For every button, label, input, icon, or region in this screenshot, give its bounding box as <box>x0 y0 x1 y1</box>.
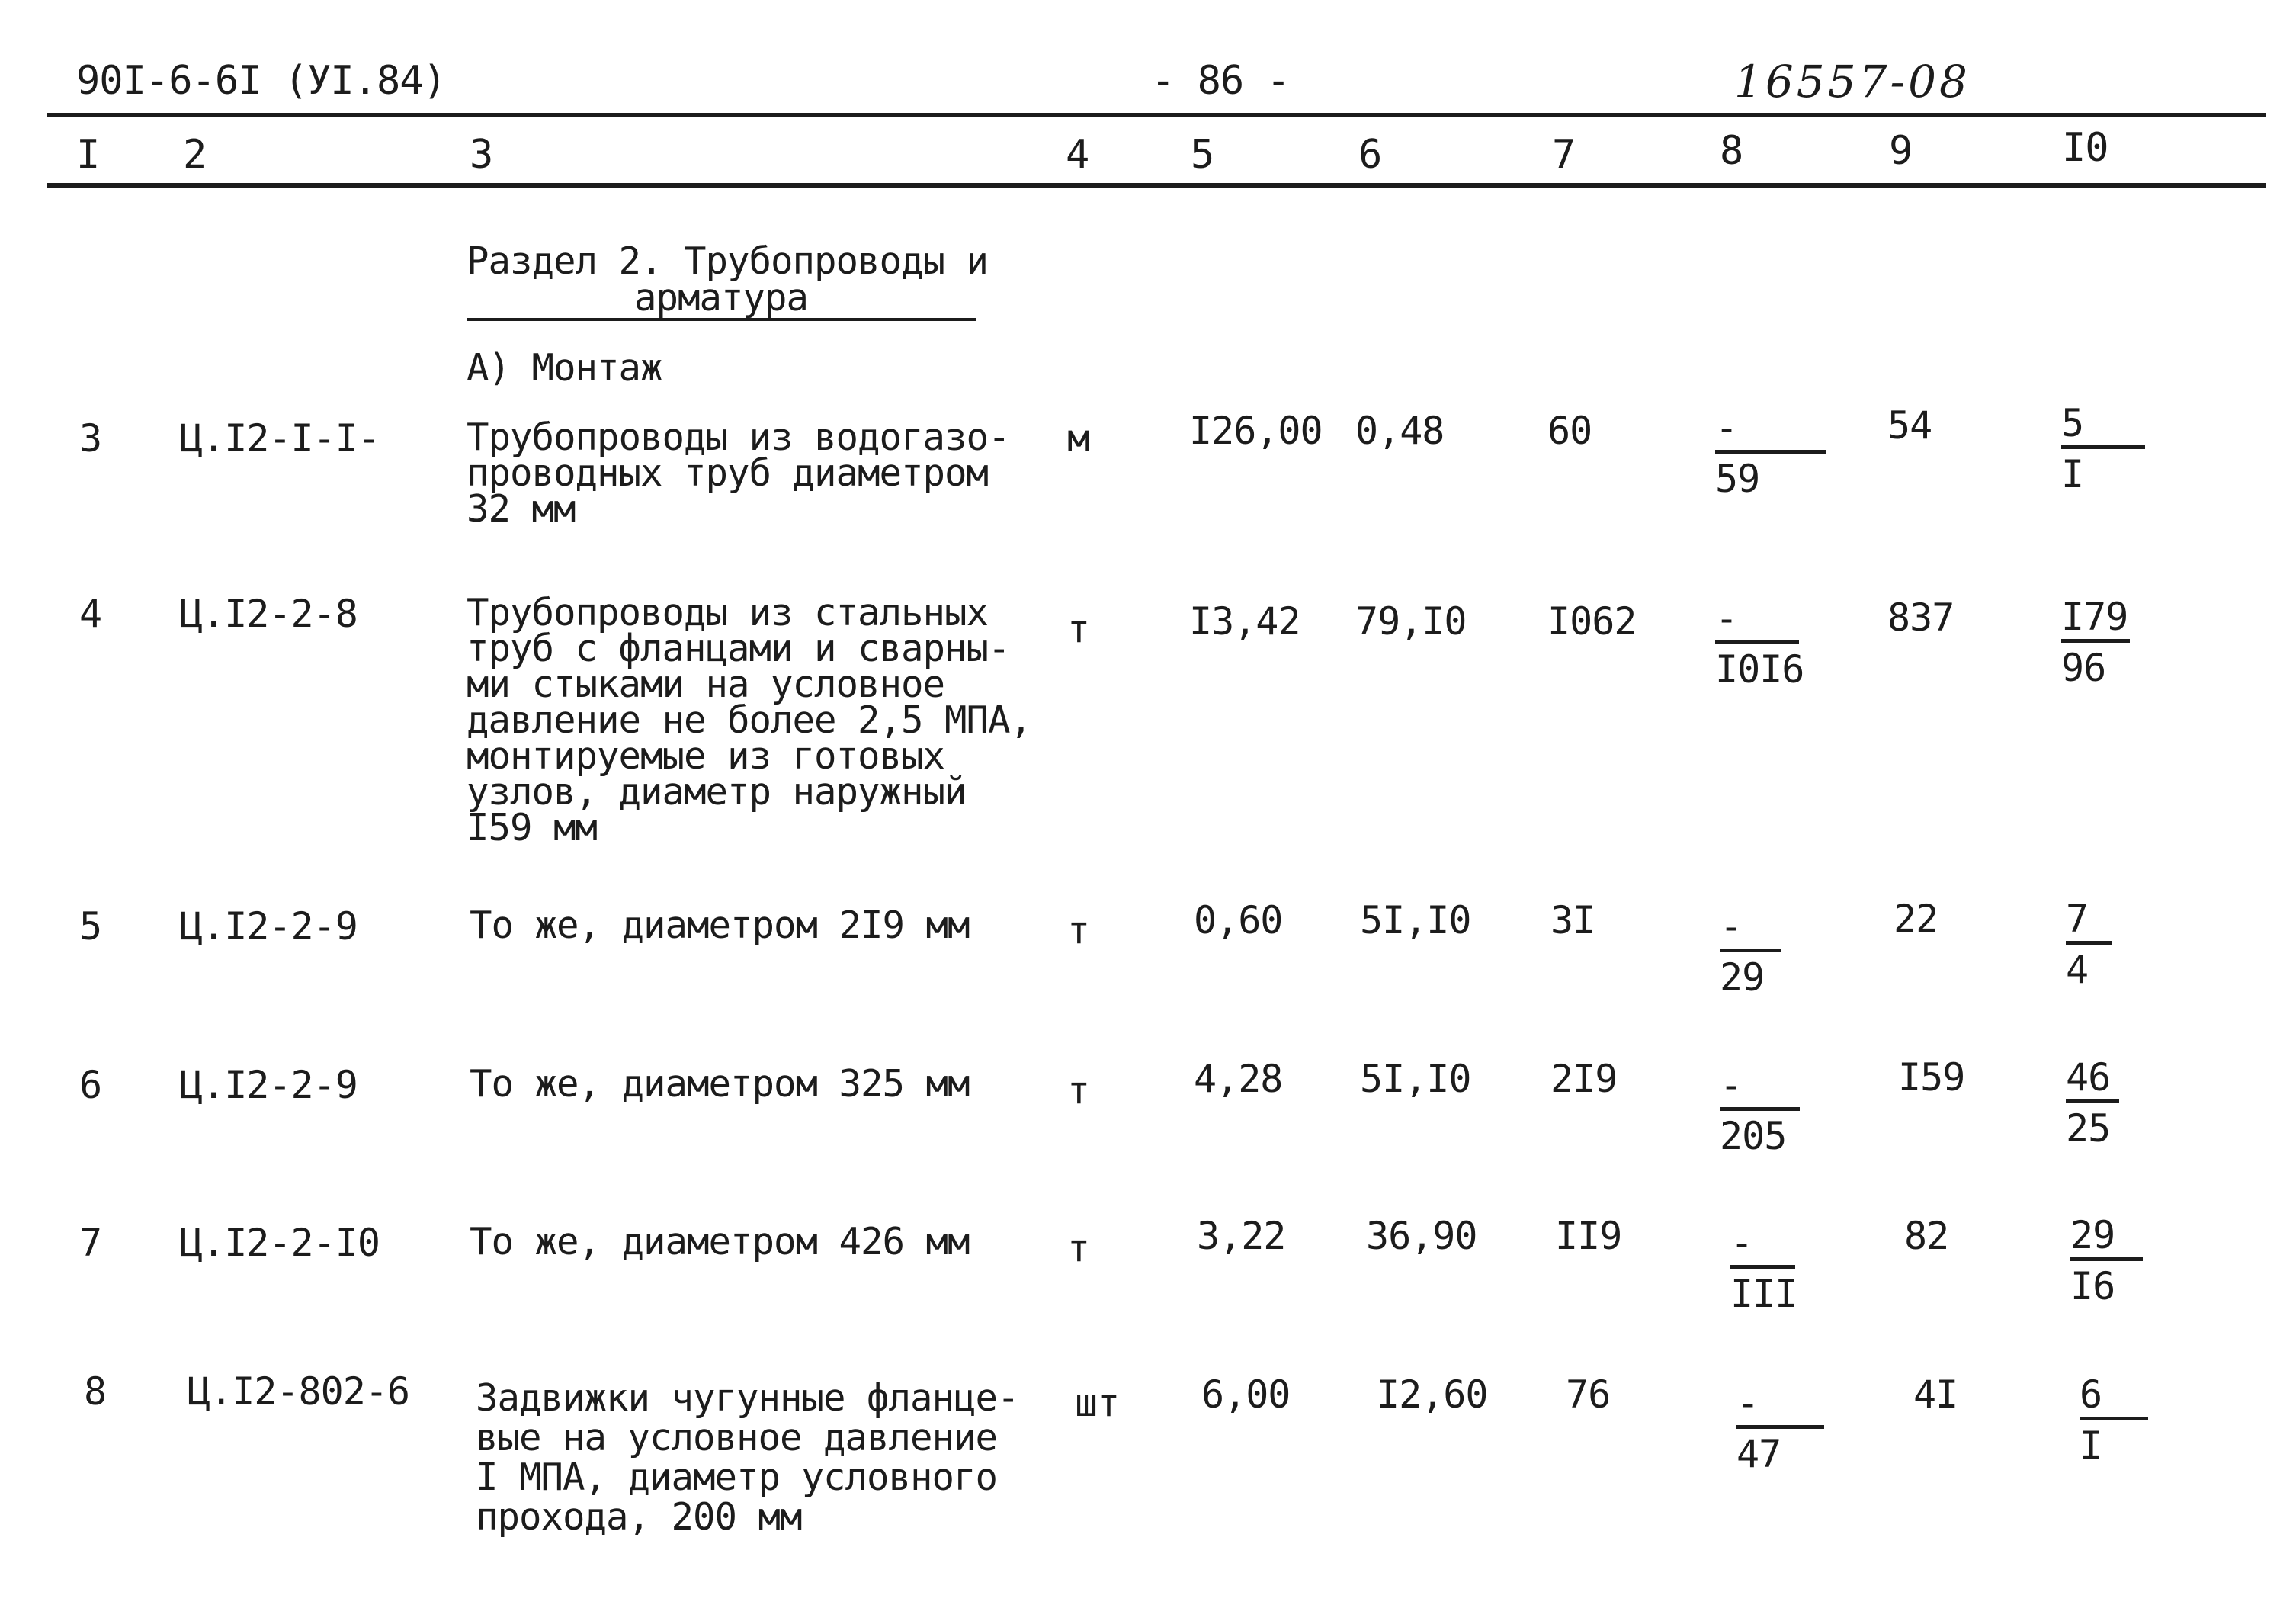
fraction-numerator: - <box>1720 907 1781 952</box>
row-column-7: I062 <box>1547 599 1637 644</box>
fraction-numerator: - <box>1720 1066 1800 1111</box>
fraction-numerator: 5 <box>2061 404 2145 449</box>
fraction-denominator: 59 <box>1715 457 1760 501</box>
column-header-1: I <box>76 132 100 178</box>
row-column-9: 54 <box>1887 403 1932 448</box>
fraction-denominator: III <box>1730 1272 1797 1316</box>
row-column-7: II9 <box>1555 1214 1622 1258</box>
fraction-denominator: 29 <box>1720 955 1765 1000</box>
column-header-rule <box>47 183 2266 188</box>
column-header-5: 5 <box>1191 132 1214 178</box>
row-column-7: 3I <box>1550 898 1595 942</box>
row-number: 8 <box>84 1369 107 1414</box>
row-code: Ц.I2-2-9 <box>180 1063 358 1107</box>
row-column-10-fraction <box>2080 1372 2148 1468</box>
column-header-3: 3 <box>470 132 493 178</box>
row-unit: шт <box>1075 1381 1120 1425</box>
column-header-6: 6 <box>1358 132 1382 178</box>
row-column-6: I2,60 <box>1377 1372 1488 1417</box>
fraction-denominator: I0I6 <box>1715 647 1804 692</box>
row-column-8-fraction <box>1720 904 1781 1000</box>
row-column-9: 837 <box>1887 595 1954 640</box>
fraction-denominator: I6 <box>2070 1264 2115 1308</box>
row-number: 5 <box>79 904 102 949</box>
row-quantity: 0,60 <box>1194 898 1283 942</box>
row-column-6: 79,I0 <box>1355 599 1467 644</box>
fraction-numerator: I79 <box>2061 598 2130 643</box>
fraction-numerator: - <box>1730 1224 1795 1269</box>
row-number: 4 <box>79 592 102 636</box>
column-header-2: 2 <box>183 132 207 178</box>
row-column-6: 0,48 <box>1355 409 1445 453</box>
section-subtitle: А) Монтаж <box>467 346 662 390</box>
row-column-7: 60 <box>1547 409 1592 453</box>
column-header-8: 8 <box>1720 128 1743 174</box>
fraction-numerator: 29 <box>2070 1216 2143 1261</box>
row-unit: т <box>1067 607 1090 651</box>
handwritten-sheet-code: 16557-08 <box>1734 56 1971 108</box>
column-header-9: 9 <box>1889 128 1913 174</box>
fraction-denominator: 25 <box>2066 1106 2111 1151</box>
fraction-numerator: 46 <box>2066 1058 2119 1103</box>
row-quantity: 3,22 <box>1197 1214 1286 1258</box>
fraction-denominator: 96 <box>2061 646 2106 690</box>
row-column-8-fraction <box>1736 1381 1824 1476</box>
row-column-6: 5I,I0 <box>1360 898 1471 942</box>
row-code: Ц.I2-2-I0 <box>180 1221 380 1265</box>
page-number: - 86 - <box>1151 58 1290 104</box>
row-code: Ц.I2-2-9 <box>180 904 358 949</box>
row-code: Ц.I2-802-6 <box>188 1369 410 1414</box>
row-unit: т <box>1067 908 1090 952</box>
row-description: То же, диаметром 2I9 мм <box>470 904 970 947</box>
row-unit: м <box>1067 416 1090 461</box>
row-column-9: 22 <box>1894 897 1938 941</box>
row-unit: т <box>1067 1226 1090 1270</box>
row-quantity: I3,42 <box>1189 599 1300 644</box>
section-title: Раздел 2. Трубопроводы и <box>467 239 989 283</box>
fraction-numerator: - <box>1715 599 1799 644</box>
row-column-6: 36,90 <box>1366 1214 1477 1258</box>
row-quantity: I26,00 <box>1189 409 1323 453</box>
row-number: 6 <box>79 1063 102 1107</box>
fraction-numerator: - <box>1736 1384 1824 1429</box>
row-description: То же, диаметром 426 мм <box>470 1220 970 1263</box>
row-column-10-fraction <box>2070 1213 2143 1308</box>
section-title-underlined: арматура <box>467 279 976 321</box>
row-column-8-fraction <box>1715 406 1826 501</box>
fraction-denominator: 205 <box>1720 1114 1787 1158</box>
column-header-4: 4 <box>1066 132 1089 178</box>
row-column-6: 5I,I0 <box>1360 1057 1471 1101</box>
section-title-line2 <box>467 276 976 321</box>
row-quantity: 4,28 <box>1194 1057 1283 1101</box>
row-column-10-fraction <box>2061 401 2145 496</box>
row-code: Ц.I2-I-I- <box>180 416 380 461</box>
fraction-numerator: 7 <box>2066 900 2112 945</box>
fraction-denominator: 47 <box>1736 1432 1781 1476</box>
fraction-denominator: I <box>2080 1424 2102 1468</box>
header-top-rule <box>47 113 2266 117</box>
row-unit: т <box>1067 1068 1090 1112</box>
row-description: Задвижки чугунные фланце- вые на условное давление I МПА, диаметр условного прохода, 200 мм <box>476 1376 1019 1539</box>
row-column-10-fraction <box>2066 1055 2119 1151</box>
row-column-7: 76 <box>1566 1372 1611 1417</box>
document-code: 90I-6-6I (УI.84) <box>76 58 446 104</box>
row-description: Трубопроводы из водогазо- проводных труб диаметром 32 мм <box>467 416 1010 531</box>
row-column-8-fraction <box>1730 1221 1797 1316</box>
column-header-7: 7 <box>1552 132 1576 178</box>
row-code: Ц.I2-2-8 <box>180 592 358 636</box>
row-number: 3 <box>79 416 102 461</box>
row-number: 7 <box>79 1221 102 1265</box>
row-column-8-fraction <box>1720 1063 1800 1158</box>
row-column-9: I59 <box>1898 1055 1965 1099</box>
row-description: То же, диаметром 325 мм <box>470 1062 970 1106</box>
row-description: Трубопроводы из стальных труб с фланцами и сварны- ми стыками на условное давление не более 2,5 МПА, монтируемые из готовых узлов, диаметр наружный I59 мм <box>467 591 1032 849</box>
fraction-numerator: - <box>1715 409 1826 454</box>
fraction-denominator: I <box>2061 452 2084 496</box>
row-column-7: 2I9 <box>1550 1057 1618 1101</box>
row-quantity: 6,00 <box>1201 1372 1291 1417</box>
column-header-10: I0 <box>2062 125 2108 171</box>
row-column-10-fraction <box>2061 595 2130 690</box>
row-column-9: 82 <box>1904 1214 1949 1258</box>
fraction-denominator: 4 <box>2066 948 2089 992</box>
row-column-8-fraction <box>1715 596 1804 692</box>
fraction-numerator: 6 <box>2080 1375 2148 1420</box>
row-column-9: 4I <box>1913 1372 1958 1417</box>
row-column-10-fraction <box>2066 897 2112 992</box>
